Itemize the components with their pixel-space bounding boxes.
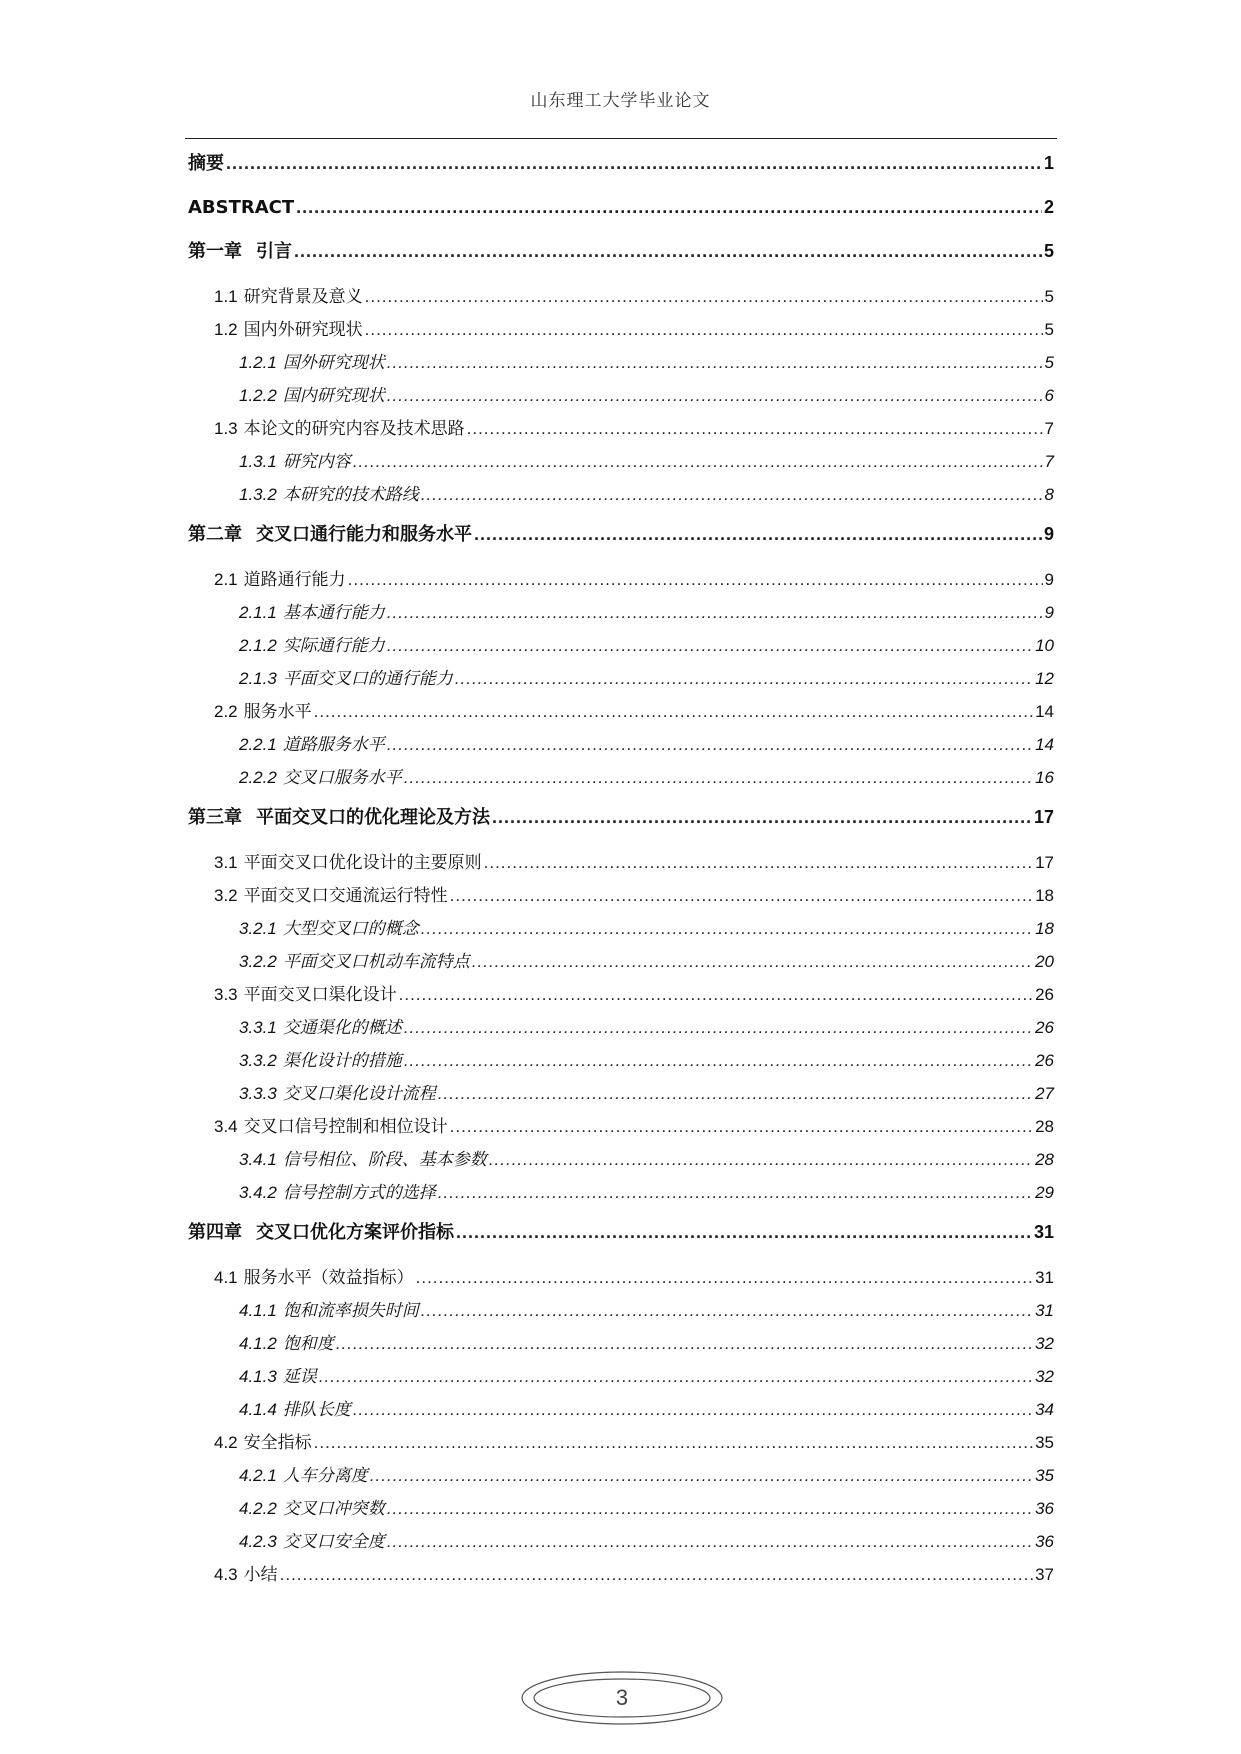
toc-dot-leader: [421, 920, 1033, 937]
toc-section-entry[interactable]: [188, 703, 1054, 736]
toc-subsection-entry[interactable]: [188, 1401, 1054, 1434]
toc-entry-title: [214, 1269, 414, 1287]
toc-chapter-entry[interactable]: [188, 242, 1054, 288]
toc-entry-number: 3.3.3: [239, 1084, 277, 1103]
toc-page-number: 28: [1035, 1117, 1054, 1136]
toc-entry-label: 交叉口服务水平: [282, 768, 402, 788]
toc-page-number: 26: [1035, 1051, 1054, 1070]
toc-dot-leader: [404, 769, 1033, 786]
toc-page-number: 5: [1043, 241, 1054, 261]
toc-dot-leader: [387, 1500, 1033, 1517]
toc-entry-number: 3.4: [214, 1117, 238, 1136]
toc-entry-title: [239, 953, 470, 971]
toc-section-entry[interactable]: [188, 986, 1054, 1019]
toc-dot-leader: [387, 354, 1043, 371]
toc-subsection-entry[interactable]: [188, 769, 1054, 802]
toc-entry-label: 渠化设计的措施: [282, 1051, 402, 1071]
toc-dot-leader: [387, 387, 1043, 404]
toc-page-number: 29: [1035, 1183, 1054, 1202]
toc-page-number: 32: [1035, 1367, 1054, 1386]
toc-entry-number: 4.2.3: [239, 1532, 277, 1551]
toc-page-number: 34: [1035, 1400, 1054, 1419]
toc-entry-label: 道路服务水平: [282, 735, 385, 755]
toc-page-number: 5: [1044, 353, 1054, 372]
toc-entry-number: 3.4.1: [239, 1150, 277, 1169]
toc-entry-title: [214, 321, 363, 339]
toc-entry-label: 延误: [282, 1367, 317, 1387]
toc-dot-leader: [416, 1269, 1033, 1286]
toc-entry-number: 第一章: [188, 241, 242, 262]
toc-entry-number: 3.3.1: [239, 1018, 277, 1037]
toc-page-number: 16: [1035, 768, 1054, 787]
toc-page-number: 17: [1035, 853, 1054, 872]
toc-dot-leader: [365, 321, 1043, 338]
toc-entry-label: 实际通行能力: [282, 636, 385, 656]
toc-dot-leader: [438, 1184, 1033, 1201]
toc-entry-title: [239, 1533, 385, 1551]
toc-page-number: 17: [1033, 807, 1054, 827]
toc-entry-label: 信号控制方式的选择: [282, 1183, 436, 1203]
toc-entry-number: 4.2: [214, 1433, 238, 1452]
toc-entry-title: [239, 1151, 487, 1169]
toc-entry-number: 4.1.1: [239, 1301, 277, 1320]
page-number: 3: [615, 1685, 629, 1710]
toc-page-number: 35: [1035, 1433, 1054, 1452]
toc-page-number: 1: [1043, 153, 1054, 173]
toc-entry-title: [239, 1085, 436, 1103]
toc-entry-number: 1.3.1: [239, 452, 277, 471]
toc-page-number: 5: [1044, 320, 1054, 339]
toc-dot-leader: [353, 1401, 1033, 1418]
toc-dot-leader: [365, 288, 1043, 305]
toc-entry-label: ABSTRACT: [188, 197, 295, 218]
toc-entry-label: 摘要: [188, 153, 224, 174]
toc-subsection-entry[interactable]: [188, 920, 1054, 953]
toc-dot-leader: [489, 1151, 1033, 1168]
toc-section-entry[interactable]: [188, 1118, 1054, 1151]
toc-entry-label: 平面交叉口的通行能力: [282, 669, 453, 689]
toc-subsection-entry[interactable]: [188, 1533, 1054, 1566]
toc-entry-label: 信号相位、阶段、基本参数: [282, 1150, 487, 1170]
toc-entry-number: 4.2.1: [239, 1466, 277, 1485]
toc-entry-number: 2.2: [214, 702, 238, 721]
toc-dot-leader: [387, 1533, 1033, 1550]
toc-entry-label: 交叉口优化方案评价指标: [256, 1222, 454, 1243]
toc-section-entry[interactable]: [188, 571, 1054, 604]
toc-subsection-entry[interactable]: [188, 1302, 1054, 1335]
toc-section-entry[interactable]: [188, 420, 1054, 453]
toc-page-number: 18: [1035, 919, 1054, 938]
toc-entry-label: 基本通行能力: [282, 603, 385, 623]
toc-page-number: 9: [1044, 570, 1054, 589]
toc-entry-label: 平面交叉口渠化设计: [243, 985, 397, 1005]
toc-dot-leader: [404, 1052, 1033, 1069]
toc-page-number: 31: [1033, 1222, 1054, 1242]
toc-entry-number: 4.1: [214, 1268, 238, 1287]
toc-entry-title: [188, 155, 224, 173]
toc-entry-label: 本研究的技术路线: [282, 485, 419, 505]
toc-page-number: 36: [1035, 1532, 1054, 1551]
toc-entry-title: [188, 1224, 454, 1242]
toc-dot-leader: [484, 854, 1033, 871]
toc-entry-title: [239, 670, 453, 688]
toc-entry-label: 饱和流率损失时间: [282, 1301, 419, 1321]
toc-entry-title: [214, 420, 465, 438]
toc-dot-leader: [421, 1302, 1033, 1319]
toc-section-entry[interactable]: [188, 854, 1054, 887]
toc-entry-label: 平面交叉口机动车流特点: [282, 952, 470, 972]
toc-entry-title: [239, 1401, 351, 1419]
toc-page-number: 9: [1044, 603, 1054, 622]
toc-page-number: 20: [1035, 952, 1054, 971]
toc-entry-title: [188, 526, 472, 544]
toc-entry-label: 国内外研究现状: [243, 320, 363, 340]
toc-entry-number: 3.4.2: [239, 1183, 277, 1202]
toc-subsection-entry[interactable]: [188, 354, 1054, 387]
toc-page-number: 12: [1035, 669, 1054, 688]
toc-dot-leader: [370, 1467, 1033, 1484]
toc-dot-leader: [492, 808, 1032, 826]
toc-entry-title: [239, 1019, 402, 1037]
toc-entry-label: 国内研究现状: [282, 386, 385, 406]
toc-dot-leader: [226, 154, 1042, 172]
toc-entry-number: 3.2: [214, 886, 238, 905]
page-number-badge: [518, 1668, 726, 1728]
toc-subsection-entry[interactable]: [188, 387, 1054, 420]
toc-entry-number: 第二章: [188, 524, 242, 545]
toc-subsection-entry[interactable]: [188, 736, 1054, 769]
toc-subsection-entry[interactable]: [188, 1052, 1054, 1085]
toc-entry-label: 交叉口冲突数: [282, 1499, 385, 1519]
toc-entry-title: [239, 453, 351, 471]
toc-entry-label: 道路通行能力: [243, 570, 346, 590]
toc-dot-leader: [467, 420, 1043, 437]
toc-entry-title: [239, 387, 385, 405]
toc-dot-leader: [450, 887, 1033, 904]
toc-entry-number: 4.1.2: [239, 1334, 277, 1353]
toc-entry-title: [239, 1335, 334, 1353]
toc-chapter-entry[interactable]: [188, 525, 1054, 571]
toc-dot-leader: [404, 1019, 1033, 1036]
toc-section-entry[interactable]: [188, 1434, 1054, 1467]
toc-subsection-entry[interactable]: [188, 637, 1054, 670]
toc-page-number: 35: [1035, 1466, 1054, 1485]
toc-entry-title: [188, 809, 490, 827]
toc-entry-title: [214, 703, 312, 721]
toc-chapter-entry[interactable]: [188, 154, 1054, 198]
toc-entry-number: 4.1.4: [239, 1400, 277, 1419]
toc-entry-number: 1.2.1: [239, 353, 277, 372]
toc-entry-label: 平面交叉口的优化理论及方法: [256, 807, 490, 828]
toc-entry-number: 1.2.2: [239, 386, 277, 405]
toc-page-number: 9: [1043, 524, 1054, 544]
toc-entry-title: [239, 1184, 436, 1202]
toc-entry-title: [188, 243, 292, 261]
toc-dot-leader: [319, 1368, 1033, 1385]
toc-dot-leader: [348, 571, 1043, 588]
toc-page-number: 27: [1035, 1084, 1054, 1103]
toc-section-entry[interactable]: [188, 887, 1054, 920]
toc-section-entry[interactable]: [188, 1566, 1054, 1599]
toc-entry-title: [214, 887, 448, 905]
header-rule: [185, 138, 1057, 139]
toc-entry-title: [239, 637, 385, 655]
toc-page-number: 18: [1035, 886, 1054, 905]
toc-section-entry[interactable]: [188, 321, 1054, 354]
toc-entry-number: 1.1: [214, 287, 238, 306]
toc-entry-title: [239, 769, 402, 787]
toc-subsection-entry[interactable]: [188, 1368, 1054, 1401]
toc-entry-label: 小结: [243, 1565, 278, 1585]
toc-entry-number: 第三章: [188, 807, 242, 828]
toc-entry-label: 交叉口渠化设计流程: [282, 1084, 436, 1104]
toc-page-number: 6: [1044, 386, 1054, 405]
toc-page-number: 32: [1035, 1334, 1054, 1353]
toc-entry-title: [214, 986, 397, 1004]
toc-entry-number: 2.2.2: [239, 768, 277, 787]
toc-entry-title: [188, 199, 294, 217]
toc-entry-number: 2.1.1: [239, 603, 277, 622]
toc-entry-number: 2.1.2: [239, 636, 277, 655]
toc-subsection-entry[interactable]: [188, 1019, 1054, 1052]
toc-entry-title: [239, 604, 385, 622]
toc-subsection-entry[interactable]: [188, 1500, 1054, 1533]
toc-entry-label: 服务水平: [243, 702, 312, 722]
toc-page-number: 7: [1044, 419, 1054, 438]
toc-entry-label: 交叉口通行能力和服务水平: [256, 524, 472, 545]
toc-entry-title: [239, 486, 419, 504]
toc-entry-label: 研究内容: [282, 452, 351, 472]
toc-entry-label: 本论文的研究内容及技术思路: [243, 419, 465, 439]
toc-entry-title: [214, 854, 482, 872]
toc-chapter-entry[interactable]: [188, 808, 1054, 854]
toc-page-number: 2: [1043, 197, 1054, 217]
toc-entry-title: [239, 1052, 402, 1070]
toc-entry-label: 排队长度: [282, 1400, 351, 1420]
toc-entry-title: [239, 1302, 419, 1320]
toc-entry-number: 4.1.3: [239, 1367, 277, 1386]
toc-entry-number: 2.1.3: [239, 669, 277, 688]
toc-entry-label: 研究背景及意义: [243, 287, 363, 307]
toc-dot-leader: [336, 1335, 1033, 1352]
toc-entry-title: [214, 1118, 448, 1136]
toc-entry-number: 1.3: [214, 419, 238, 438]
toc-page-number: 14: [1035, 702, 1054, 721]
toc-entry-number: 3.2.2: [239, 952, 277, 971]
toc-subsection-entry[interactable]: [188, 453, 1054, 486]
toc-dot-leader: [353, 453, 1043, 470]
toc-dot-leader: [450, 1118, 1033, 1135]
toc-dot-leader: [474, 525, 1042, 543]
toc-entry-title: [239, 1368, 317, 1386]
toc-page-number: 28: [1035, 1150, 1054, 1169]
toc-entry-label: 交叉口安全度: [282, 1532, 385, 1552]
toc-page-number: 26: [1035, 985, 1054, 1004]
toc-entry-title: [239, 736, 385, 754]
toc-entry-label: 平面交叉口优化设计的主要原则: [243, 853, 482, 873]
toc-entry-title: [214, 288, 363, 306]
toc-entry-number: 4.3: [214, 1565, 238, 1584]
toc-entry-title: [214, 1566, 278, 1584]
toc-page-number: 8: [1044, 485, 1054, 504]
toc-page-number: 5: [1044, 287, 1054, 306]
toc-entry-number: 1.2: [214, 320, 238, 339]
toc-page-number: 31: [1035, 1268, 1054, 1287]
toc-entry-number: 2.2.1: [239, 735, 277, 754]
toc-subsection-entry[interactable]: [188, 1085, 1054, 1118]
toc-chapter-entry[interactable]: [188, 198, 1054, 242]
toc-page-number: 31: [1035, 1301, 1054, 1320]
toc-dot-leader: [438, 1085, 1033, 1102]
toc-entry-label: 平面交叉口交通流运行特性: [243, 886, 448, 906]
toc-dot-leader: [472, 953, 1033, 970]
toc-entry-title: [214, 571, 346, 589]
toc-chapter-entry[interactable]: [188, 1223, 1054, 1269]
toc-dot-leader: [387, 736, 1033, 753]
toc-subsection-entry[interactable]: [188, 1467, 1054, 1500]
toc-entry-label: 交叉口信号控制和相位设计: [243, 1117, 448, 1137]
toc-entry-label: 引言: [256, 241, 292, 262]
toc-dot-leader: [280, 1566, 1033, 1583]
toc-entry-label: 人车分离度: [282, 1466, 368, 1486]
toc-subsection-entry[interactable]: [188, 1184, 1054, 1217]
page-header: 山东理工大学毕业论文: [530, 91, 711, 111]
toc-page-number: 7: [1044, 452, 1054, 471]
toc-entry-title: [239, 354, 385, 372]
toc-dot-leader: [314, 703, 1033, 720]
toc-entry-number: 2.1: [214, 570, 238, 589]
toc-page-number: 36: [1035, 1499, 1054, 1518]
toc-entry-number: 3.1: [214, 853, 238, 872]
toc-entry-label: 国外研究现状: [282, 353, 385, 373]
toc-page-number: 26: [1035, 1018, 1054, 1037]
toc-dot-leader: [387, 604, 1043, 621]
toc-entry-number: 第四章: [188, 1222, 242, 1243]
toc-entry-label: 服务水平（效益指标）: [243, 1268, 414, 1288]
toc-subsection-entry[interactable]: [188, 1151, 1054, 1184]
toc-section-entry[interactable]: [188, 1269, 1054, 1302]
toc-entry-title: [239, 920, 419, 938]
toc-dot-leader: [399, 986, 1033, 1003]
toc-entry-number: 4.2.2: [239, 1499, 277, 1518]
toc-subsection-entry[interactable]: [188, 486, 1054, 519]
toc-entry-label: 交通渠化的概述: [282, 1018, 402, 1038]
toc-entry-number: 3.3.2: [239, 1051, 277, 1070]
toc-entry-number: 3.2.1: [239, 919, 277, 938]
toc-dot-leader: [456, 1223, 1032, 1241]
toc-page-number: 37: [1035, 1565, 1054, 1584]
toc-entry-label: 大型交叉口的概念: [282, 919, 419, 939]
toc-page-number: 14: [1035, 735, 1054, 754]
toc-subsection-entry[interactable]: [188, 1335, 1054, 1368]
toc-subsection-entry[interactable]: [188, 670, 1054, 703]
toc-entry-label: 安全指标: [243, 1433, 312, 1453]
toc-dot-leader: [314, 1434, 1033, 1451]
toc-section-entry[interactable]: [188, 288, 1054, 321]
toc-subsection-entry[interactable]: [188, 604, 1054, 637]
table-of-contents: [188, 154, 1054, 1599]
toc-dot-leader: [455, 670, 1033, 687]
toc-entry-label: 饱和度: [282, 1334, 334, 1354]
toc-entry-title: [239, 1467, 368, 1485]
toc-dot-leader: [421, 486, 1043, 503]
toc-dot-leader: [296, 198, 1042, 216]
toc-entry-number: 3.3: [214, 985, 238, 1004]
toc-dot-leader: [294, 242, 1042, 260]
toc-subsection-entry[interactable]: [188, 953, 1054, 986]
toc-page-number: 10: [1035, 636, 1054, 655]
toc-entry-title: [239, 1500, 385, 1518]
toc-entry-title: [214, 1434, 312, 1452]
toc-dot-leader: [387, 637, 1033, 654]
toc-entry-number: 1.3.2: [239, 485, 277, 504]
